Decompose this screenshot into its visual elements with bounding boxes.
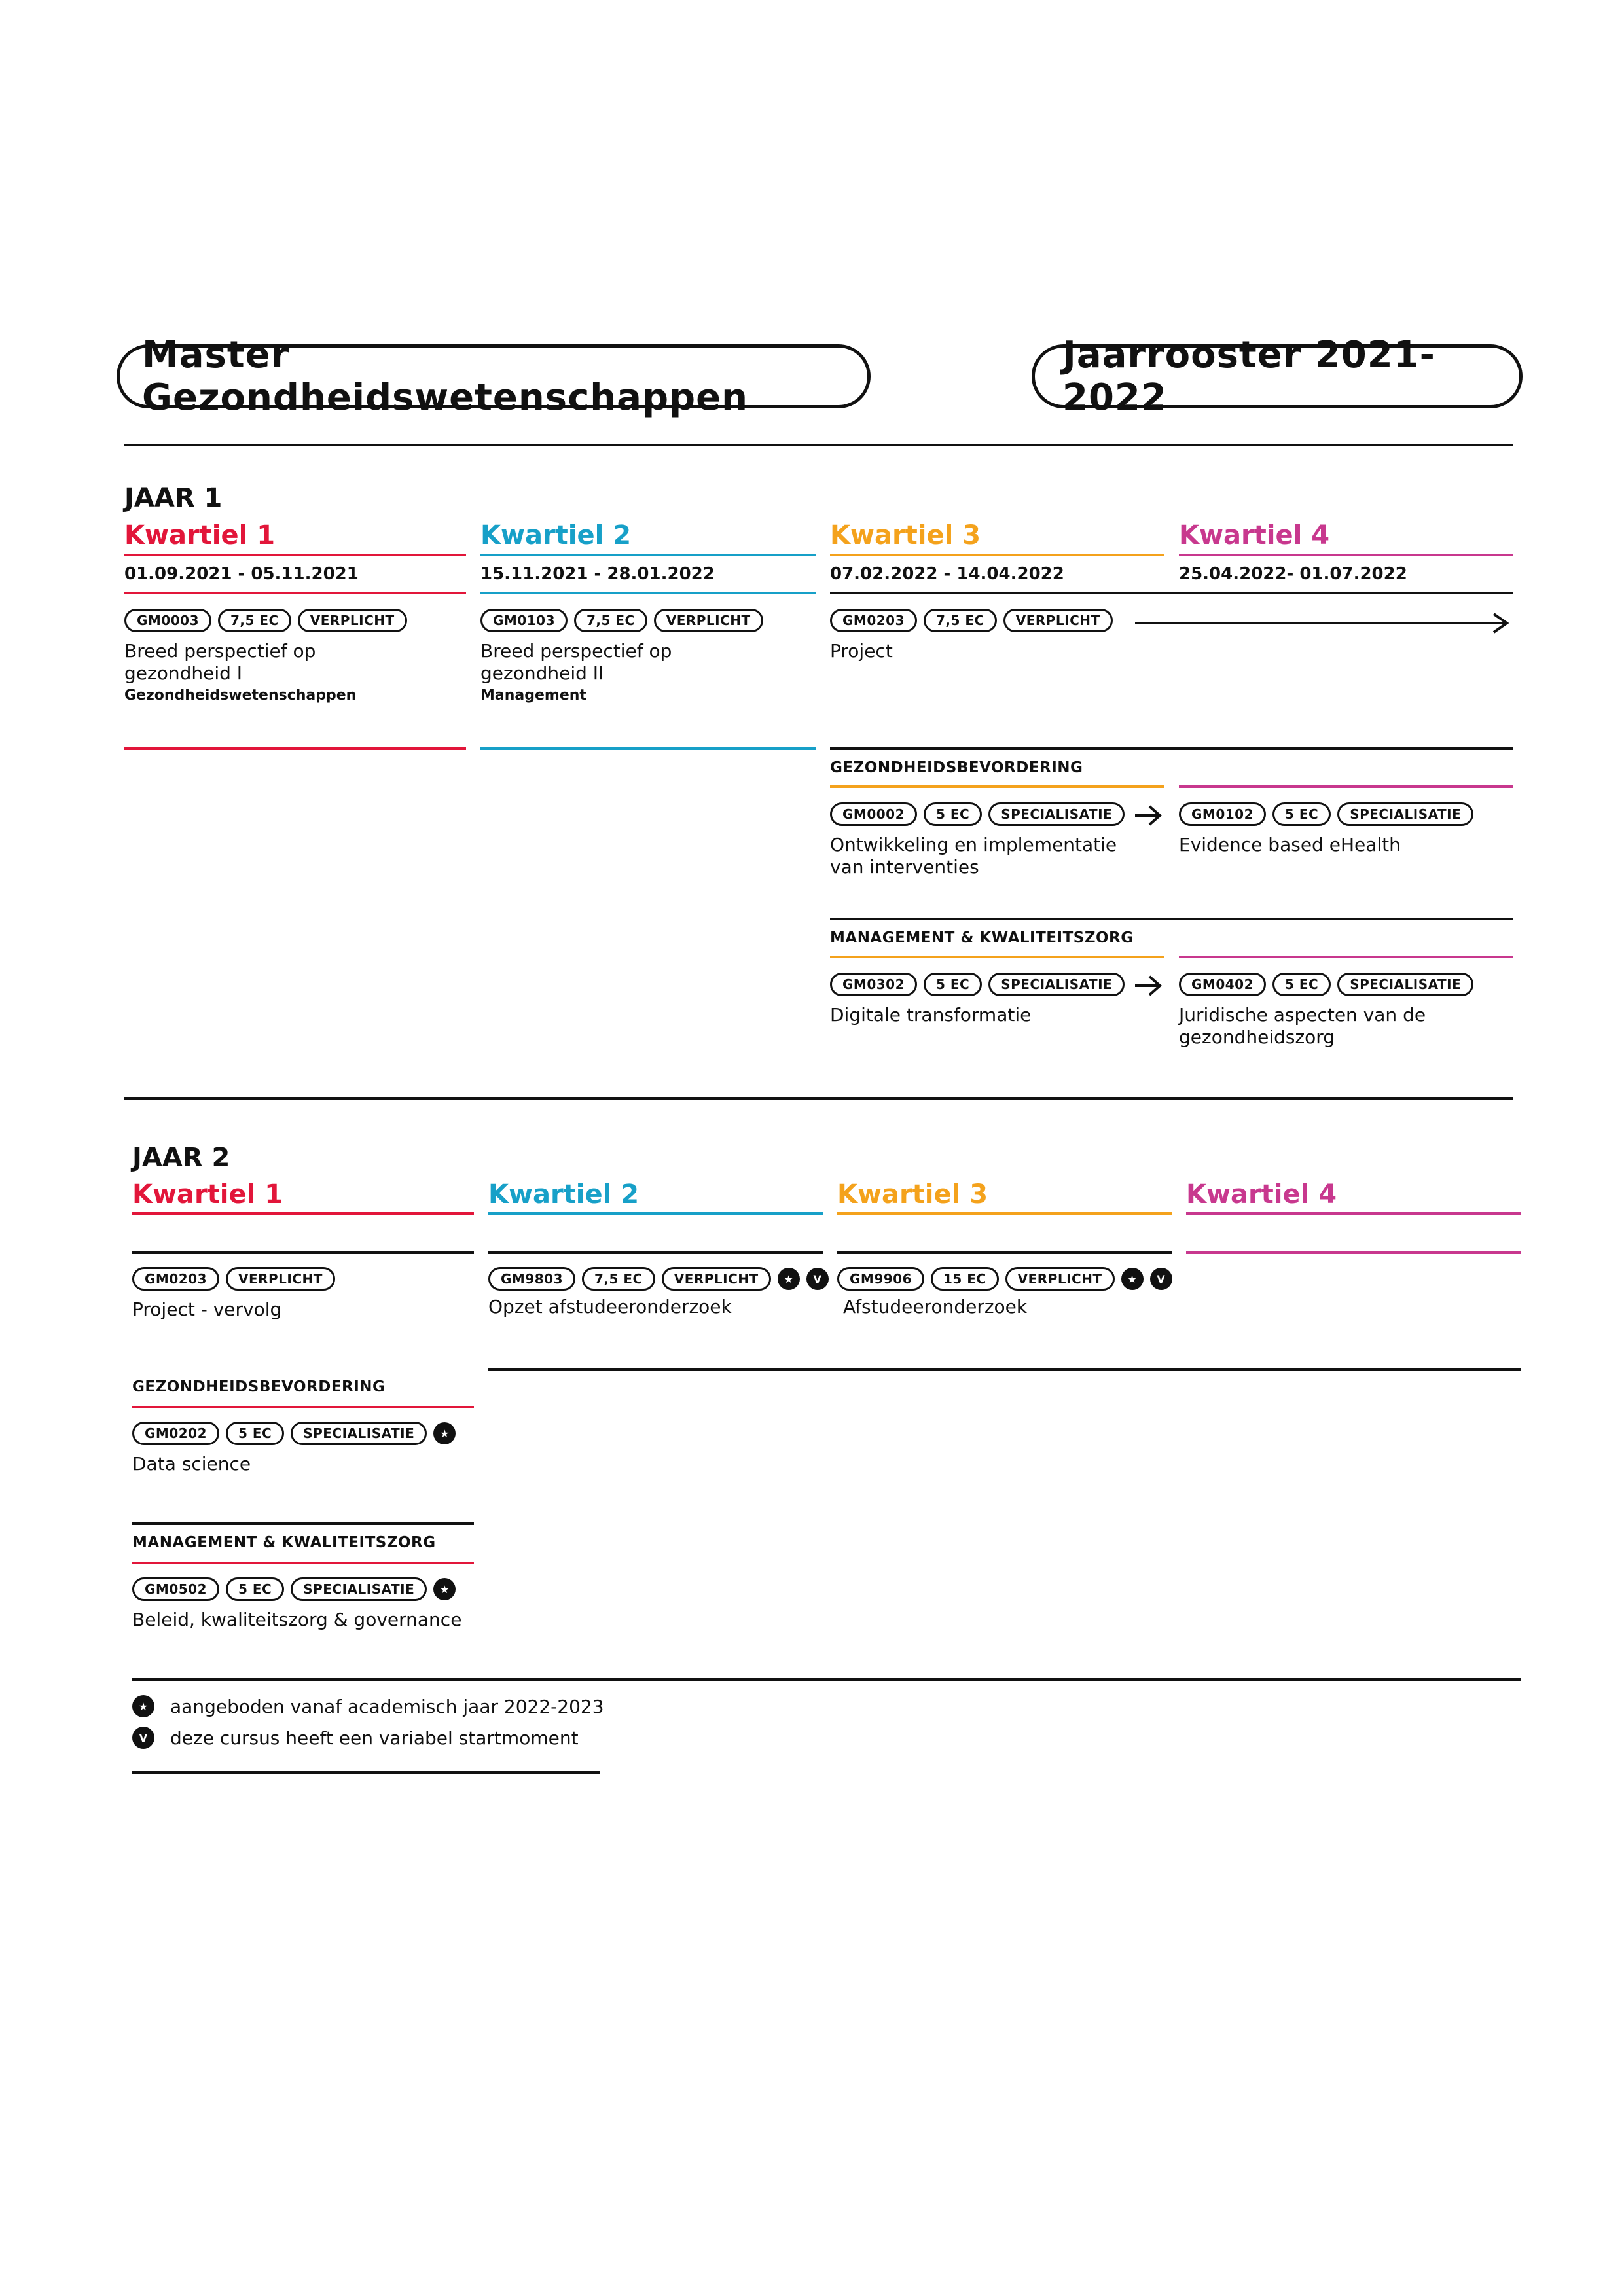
y2-spec1-tags — [132, 1422, 456, 1445]
year1-q1-course-subtitle: Gezondheidswetenschappen — [124, 687, 357, 704]
legend-star-row — [132, 1695, 604, 1717]
course-ec-tag: 5 EC — [226, 1422, 284, 1445]
header-divider — [124, 444, 1513, 446]
y1-spec2-q4-line — [1179, 956, 1513, 958]
year2-q4-name: Kwartiel 4 — [1186, 1179, 1337, 1210]
course-ec-tag: 5 EC — [1272, 802, 1331, 826]
course-ec-tag: 7,5 EC — [574, 609, 647, 632]
course-ec-tag: 15 EC — [931, 1267, 999, 1291]
course-type-tag: SPECIALISATIE — [1337, 802, 1473, 826]
year1-q3-name: Kwartiel 3 — [830, 520, 981, 550]
legend-star-text: aangeboden vanaf academisch jaar 2022-2023 — [170, 1695, 604, 1717]
course-code-tag: GM0502 — [132, 1577, 219, 1601]
y2-spec2-line — [132, 1562, 474, 1564]
year1-q4-name: Kwartiel 4 — [1179, 520, 1330, 550]
year1-q2-dates: 15.11.2021 - 28.01.2022 — [480, 564, 715, 584]
y1-spec1-top-line — [830, 747, 1513, 750]
star-icon: ★ — [433, 1578, 456, 1600]
course-type-tag: VERPLICHT — [226, 1267, 335, 1291]
course-code-tag: GM0203 — [830, 609, 917, 632]
year1-q2-underline — [480, 554, 816, 556]
v-icon: V — [806, 1268, 829, 1290]
course-code-tag: GM0003 — [124, 609, 211, 632]
program-title-pill — [117, 334, 871, 419]
star-icon: ★ — [778, 1268, 800, 1290]
year2-q2-course-title: Opzet afstudeeronderzoek — [488, 1296, 732, 1318]
year1-q1-course-tags — [124, 609, 407, 632]
y1-spec1-q4-line — [1179, 785, 1513, 788]
course-ec-tag: 5 EC — [226, 1577, 284, 1601]
course-type-tag: VERPLICHT — [654, 609, 763, 632]
course-ec-tag: 7,5 EC — [924, 609, 997, 632]
year1-q2-course-title-2: gezondheid II — [480, 662, 604, 684]
course-type-tag: SPECIALISATIE — [291, 1577, 427, 1601]
y1-spec2-right-tags — [1179, 973, 1473, 996]
year2-q1-course-tags — [132, 1267, 335, 1291]
y2-spec1-name: GEZONDHEIDSBEVORDERING — [132, 1378, 386, 1395]
v-icon: V — [1150, 1268, 1172, 1290]
year2-q2-top-line — [488, 1251, 823, 1254]
course-type-tag: SPECIALISATIE — [988, 802, 1125, 826]
course-code-tag: GM0302 — [830, 973, 917, 996]
year2-q1-top-line — [132, 1251, 474, 1254]
course-code-tag: GM0103 — [480, 609, 568, 632]
year2-q1-name: Kwartiel 1 — [132, 1179, 283, 1210]
year1-q1-dates: 01.09.2021 - 05.11.2021 — [124, 564, 359, 584]
star-icon: ★ — [433, 1422, 456, 1444]
year2-q1-course-title: Project - vervolg — [132, 1299, 282, 1320]
y2-spec2-top-line — [132, 1522, 474, 1525]
year1-q3-underline — [830, 554, 1164, 556]
year2-q3-course-tags — [837, 1267, 1172, 1291]
y1-spec2-name: MANAGEMENT & KWALITEITSZORG — [830, 929, 1134, 946]
course-type-tag: VERPLICHT — [1005, 1267, 1115, 1291]
year1-q2-course-subtitle: Management — [480, 687, 586, 704]
year1-q4-underline — [1179, 554, 1513, 556]
course-code-tag: GM0203 — [132, 1267, 219, 1291]
schedule-title-pill — [1032, 334, 1523, 419]
course-type-tag: VERPLICHT — [298, 609, 407, 632]
y2-spec2-tags — [132, 1577, 456, 1601]
year1-q1-end-line — [124, 747, 466, 750]
star-icon: ★ — [1121, 1268, 1144, 1290]
year1-q2-course-tags — [480, 609, 763, 632]
year1-q2-course-title-1: Breed perspectief op — [480, 640, 672, 662]
legend-v-row — [132, 1727, 579, 1749]
year2-q2-name: Kwartiel 2 — [488, 1179, 640, 1210]
year-divider — [124, 1097, 1513, 1100]
y1-spec2-left-title-1: Digitale transformatie — [830, 1004, 1032, 1026]
y1-spec2-left-tags — [830, 973, 1125, 996]
year1-q1-course-title-1: Breed perspectief op — [124, 640, 316, 662]
legend-top-divider — [132, 1678, 1521, 1681]
right-arrow-icon — [1135, 974, 1163, 997]
year1-q34-date-line — [830, 592, 1513, 594]
year1-q2-name: Kwartiel 2 — [480, 520, 632, 550]
course-code-tag: GM0402 — [1179, 973, 1266, 996]
year1-label: JAAR 1 — [124, 483, 223, 513]
course-ec-tag: 5 EC — [924, 973, 982, 996]
legend-bottom-divider — [132, 1771, 600, 1774]
course-ec-tag: 7,5 EC — [218, 609, 291, 632]
year2-q4-underline — [1186, 1212, 1521, 1215]
y1-spec1-left-title-2: van interventies — [830, 856, 979, 878]
course-code-tag: GM0102 — [1179, 802, 1266, 826]
year1-q1-underline — [124, 554, 466, 556]
y1-spec1-q3-line — [830, 785, 1164, 788]
course-code-tag: GM0002 — [830, 802, 917, 826]
star-icon: ★ — [132, 1695, 154, 1717]
y2-spec2-name: MANAGEMENT & KWALITEITSZORG — [132, 1534, 436, 1551]
course-ec-tag: 7,5 EC — [582, 1267, 655, 1291]
y1-spec2-right-title-1: Juridische aspecten van de — [1179, 1004, 1426, 1026]
course-type-tag: SPECIALISATIE — [988, 973, 1125, 996]
year2-q2-underline — [488, 1212, 823, 1215]
right-arrow-icon — [1135, 804, 1163, 827]
course-code-tag: GM0202 — [132, 1422, 219, 1445]
year1-q1-date-line — [124, 592, 466, 594]
course-type-tag: VERPLICHT — [1003, 609, 1113, 632]
year2-q3-course-title: Afstudeeronderzoek — [843, 1296, 1028, 1318]
year2-q4-top-line — [1186, 1251, 1521, 1254]
schedule-title: Jaarrooster 2021-2022 — [1062, 334, 1435, 419]
year1-q1-name: Kwartiel 1 — [124, 520, 276, 550]
course-type-tag: VERPLICHT — [662, 1267, 771, 1291]
year1-q2-end-line — [480, 747, 816, 750]
course-ec-tag: 5 EC — [924, 802, 982, 826]
year1-q2-date-line — [480, 592, 816, 594]
year1-q3-dates: 07.02.2022 - 14.04.2022 — [830, 564, 1064, 584]
year1-q3-course-tags — [830, 609, 1113, 632]
y1-spec1-right-title-1: Evidence based eHealth — [1179, 834, 1401, 855]
y1-spec1-right-tags — [1179, 802, 1473, 826]
course-code-tag: GM9803 — [488, 1267, 575, 1291]
course-ec-tag: 5 EC — [1272, 973, 1331, 996]
y1-spec2-top-line — [830, 918, 1513, 920]
year1-q1-course-title-2: gezondheid I — [124, 662, 243, 684]
year1-q3-course-title: Project — [830, 640, 893, 662]
program-title: Master Gezondheidswetenschappen — [142, 334, 748, 419]
y2-spec1-line — [132, 1406, 474, 1408]
right-arrow-icon — [1135, 611, 1515, 635]
year2-q2-course-tags — [488, 1267, 829, 1291]
y1-spec2-right-title-2: gezondheidszorg — [1179, 1026, 1335, 1048]
year2-label: JAAR 2 — [132, 1143, 230, 1173]
course-type-tag: SPECIALISATIE — [291, 1422, 427, 1445]
course-code-tag: GM9906 — [837, 1267, 924, 1291]
year2-q3-underline — [837, 1212, 1172, 1215]
v-icon: V — [132, 1727, 154, 1749]
y1-spec1-left-tags — [830, 802, 1125, 826]
y1-spec2-q3-line — [830, 956, 1164, 958]
course-type-tag: SPECIALISATIE — [1337, 973, 1473, 996]
year2-q234-end-line — [488, 1368, 1521, 1371]
year2-q3-name: Kwartiel 3 — [837, 1179, 988, 1210]
year2-q1-underline — [132, 1212, 474, 1215]
year1-q4-dates: 25.04.2022- 01.07.2022 — [1179, 564, 1407, 584]
y2-spec2-course-title: Beleid, kwaliteitszorg & governance — [132, 1609, 462, 1630]
y1-spec1-name: GEZONDHEIDSBEVORDERING — [830, 759, 1083, 776]
legend-v-text: deze cursus heeft een variabel startmoment — [170, 1727, 579, 1749]
year2-q3-top-line — [837, 1251, 1172, 1254]
y1-spec1-left-title-1: Ontwikkeling en implementatie — [830, 834, 1117, 855]
y2-spec1-course-title: Data science — [132, 1453, 251, 1475]
